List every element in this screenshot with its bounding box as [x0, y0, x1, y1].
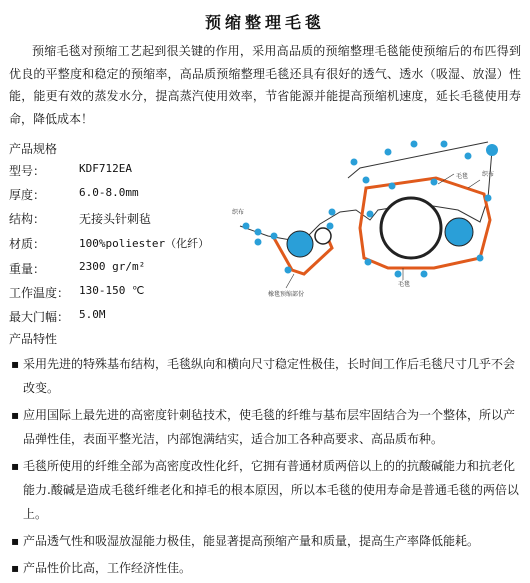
feature-text: 毛毯所使用的纤维全部为高密度改性化纤，它拥有普通材质两倍以上的的抗酸碱能力和抗老化能力.酸碱是造成毛毯纤维老化和掉毛的根本原因，所以本毛毯的使用寿命是普通毛毯的两倍以上。 — [23, 459, 519, 521]
spec-value: 2300 gr/m² — [79, 260, 146, 273]
roller-icon — [287, 231, 313, 257]
intro-paragraph: 预缩毛毯对预缩工艺起到很关键的作用，采用高品质的预缩整理毛毯能使预缩后的布匹得到优良的平整度和稳定的预缩率，高品质预缩整理毛毯还具有很好的透气、透水（吸湿、放湿）性能，能更有效的蒸发水分，提高蒸汽使用效率，节省能源并能提高预缩机速度，延长毛毯使用寿命，降低成本！ — [9, 44, 521, 126]
spec-label: 最大门幅： — [9, 310, 70, 324]
guide-roller-icon — [395, 271, 402, 278]
spec-value: 5.0M — [79, 308, 106, 321]
feature-text: 产品性价比高，工作经济性佳。 — [23, 561, 192, 575]
spec-value: KDF712EA — [79, 162, 132, 175]
guide-roller-icon — [255, 229, 262, 236]
bullet-icon: ▪ — [11, 534, 20, 548]
guide-roller-icon — [367, 211, 374, 218]
spec-label: 工作温度： — [9, 286, 70, 300]
guide-roller-icon — [329, 209, 336, 216]
machine-diagram — [228, 128, 528, 308]
spec-value: 无接头针刺毡 — [79, 212, 152, 226]
roller-icon — [445, 218, 473, 246]
feature-list — [9, 352, 521, 583]
feature-text: 采用先进的特殊基布结构，毛毯纵向和横向尺寸稳定性极佳，长时间工作后毛毯尺寸几乎不会改变。 — [23, 357, 516, 395]
list-item — [9, 454, 521, 526]
guide-roller-icon — [421, 271, 428, 278]
bullet-icon: ▪ — [11, 459, 20, 473]
spec-label: 结构： — [9, 212, 46, 226]
leader-line — [468, 180, 480, 188]
bullet-icon: ▪ — [11, 357, 20, 371]
page-title: 预缩整理毛毯 — [204, 13, 325, 32]
guide-roller-icon — [465, 153, 472, 160]
guide-roller-icon — [255, 239, 262, 246]
guide-roller-icon — [363, 177, 370, 184]
spec-value: 6.0-8.0mm — [79, 186, 139, 199]
guide-roller-icon — [411, 141, 418, 148]
guide-roller-icon — [477, 255, 484, 262]
list-item — [9, 529, 521, 553]
spec-value: 130-150 ℃ — [79, 284, 145, 297]
roller-icon — [315, 228, 331, 244]
spec-value: 100%poliester（化纤） — [79, 237, 210, 250]
bullet-icon: ▪ — [11, 561, 20, 575]
leader-line — [286, 274, 294, 288]
label-fabric-left: 织布 — [232, 209, 245, 216]
bullet-icon: ▪ — [11, 408, 20, 422]
guide-roller-icon — [327, 223, 334, 230]
guide-roller-icon — [431, 179, 438, 186]
drum-icon — [381, 198, 441, 258]
spec-label: 材质： — [9, 237, 46, 251]
guide-roller-icon — [441, 141, 448, 148]
guide-roller-icon — [243, 223, 250, 230]
label-felt-bottom: 毛毯 — [398, 281, 411, 288]
spec-label: 重量： — [9, 262, 46, 276]
label-blanket-section: 橡毯预缩部份 — [268, 291, 305, 298]
guide-roller-icon — [285, 267, 292, 274]
list-item — [9, 556, 521, 580]
guide-roller-icon — [365, 259, 372, 266]
feature-text: 应用国际上最先进的高密度针刺毡技术，使毛毯的纤维与基布层牢固结合为一个整体，所以产品弹性佳，表面平整光洁，内部饱满结实，适合加工各种高要求、高品质布种。 — [23, 408, 516, 446]
spec-label: 厚度： — [9, 188, 46, 202]
list-item — [9, 352, 521, 400]
guide-roller-icon — [385, 149, 392, 156]
guide-roller-icon — [271, 233, 278, 240]
label-felt-top: 毛毯 — [456, 173, 469, 180]
spec-label: 型号： — [9, 164, 46, 178]
guide-roller-icon — [351, 159, 358, 166]
spec-heading: 产品规格 — [9, 142, 58, 156]
guide-roller-icon — [485, 195, 492, 202]
label-fabric-right: 织布 — [482, 171, 495, 178]
feature-heading: 产品特性 — [9, 332, 58, 346]
list-item — [9, 403, 521, 451]
feature-text: 产品透气性和吸湿放湿能力极佳，能显著提高预缩产量和质量，提高生产率降低能耗。 — [23, 534, 480, 548]
guide-roller-icon — [486, 144, 498, 156]
guide-roller-icon — [389, 183, 396, 190]
